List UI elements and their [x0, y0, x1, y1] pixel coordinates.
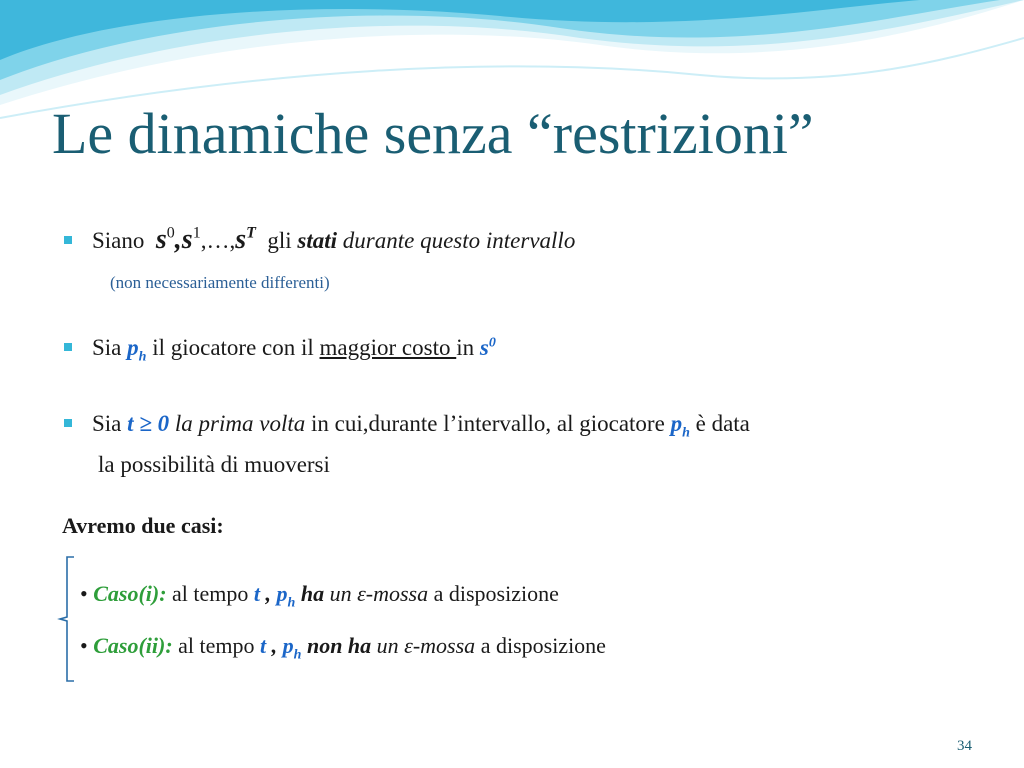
bullet-first-time-line2: la possibilità di muoversi: [98, 452, 330, 477]
bracket-decoration: [56, 555, 80, 683]
bullet-player-max-cost: [92, 335, 496, 365]
player-ph: $p_h$: [282, 633, 302, 663]
state-s0: $s^0$: [479, 335, 496, 360]
bullet-first-time: [92, 411, 750, 441]
text-mid: il giocatore con il: [152, 335, 314, 360]
page-number: 34: [957, 738, 972, 754]
text-sia: Sia: [92, 335, 122, 360]
player-ph: $p_h$: [127, 335, 147, 365]
time-t: t: [253, 581, 261, 606]
bullet-states: [92, 226, 575, 254]
player-ph: $p_h$: [276, 581, 296, 611]
comma: ,: [265, 581, 272, 606]
case-bullet: •: [80, 633, 88, 658]
text-prima-volta: la prima volta: [174, 411, 306, 436]
text-mid: in cui,durante l’intervallo, al giocatore: [311, 411, 665, 436]
case-ii: [80, 633, 606, 663]
text-maggior-costo: maggior costo: [319, 335, 457, 360]
text-e-data: è data: [695, 411, 750, 436]
case-i-verb: ha: [300, 581, 325, 606]
player-ph: $p_h$: [670, 411, 690, 441]
t-condition: t ≥ 0: [127, 411, 170, 436]
case-bullet: •: [80, 581, 88, 606]
epsilon-move: un ε-mossa: [376, 633, 476, 658]
bullet-note: (non necessariamente differenti): [110, 273, 330, 292]
state-sequence-formula: $s^0,s^1,\dots,s^T$: [155, 224, 256, 255]
bullet-marker: [64, 419, 72, 427]
case-i-label: Caso(i):: [93, 581, 167, 606]
text-gli: gli: [267, 228, 292, 253]
slide-title: Le dinamiche senza “restrizioni”: [52, 101, 814, 166]
text-a-disposizione: a disposizione: [433, 581, 559, 606]
text-durante: durante questo intervallo: [342, 228, 576, 253]
bullet-marker: [64, 236, 72, 244]
comma: ,: [271, 633, 278, 658]
text-al-tempo: al tempo: [178, 633, 255, 658]
case-ii-label: Caso(ii):: [93, 633, 173, 658]
case-ii-verb: non ha: [306, 633, 372, 658]
text-sia: Sia: [92, 411, 122, 436]
case-i: [80, 581, 559, 611]
text-stati: stati: [297, 228, 338, 253]
time-t: t: [260, 633, 267, 658]
text-al-tempo: al tempo: [172, 581, 249, 606]
epsilon-move: un ε-mossa: [329, 581, 429, 606]
text-siano: Siano: [92, 228, 145, 253]
text-in: in: [456, 335, 475, 360]
text-a-disposizione: a disposizione: [480, 633, 606, 658]
bullet-marker: [64, 343, 72, 351]
cases-heading: Avremo due casi:: [62, 513, 224, 538]
